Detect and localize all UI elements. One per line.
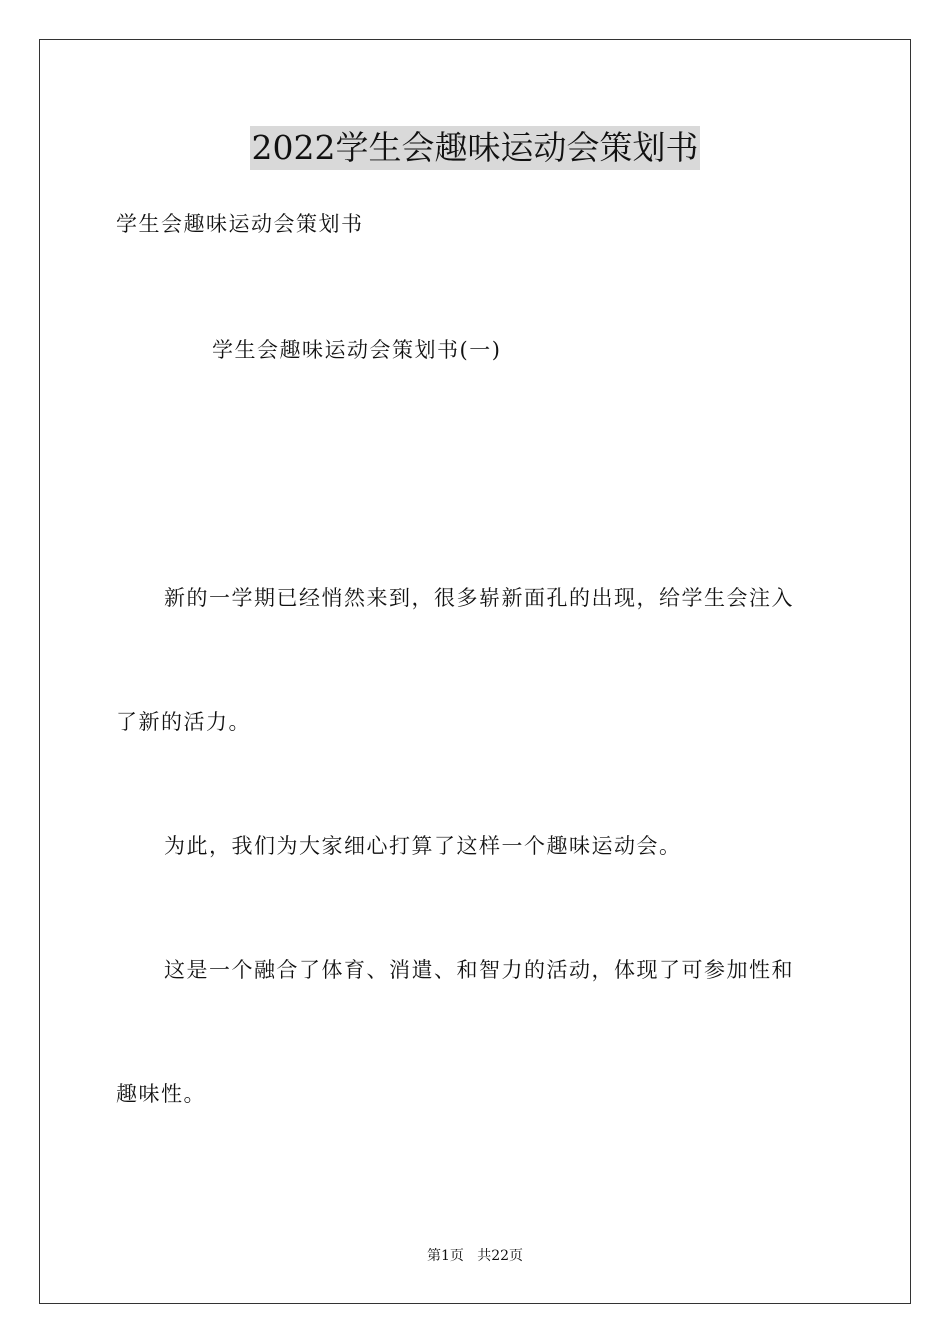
paragraph-line-5: 趣味性。 (116, 1082, 206, 1106)
paragraph-line-2: 了新的活力。 (116, 710, 251, 734)
page-footer: 第1页 共22页 (426, 1248, 524, 1264)
title-container (0, 126, 950, 170)
paragraph-line-4: 这是一个融合了体育、消遣、和智力的活动，体现了可参加性和 (164, 958, 794, 982)
paragraph-line-1: 新的一学期已经悄然来到，很多崭新面孔的出现，给学生会注入 (164, 586, 794, 610)
paragraph-line-3: 为此，我们为大家细心打算了这样一个趣味运动会。 (164, 834, 682, 858)
document-subtitle: 学生会趣味运动会策划书 (116, 212, 364, 236)
section-heading: 学生会趣味运动会策划书(一) (212, 338, 502, 362)
document-title: 2022学生会趣味运动会策划书 (250, 126, 701, 170)
